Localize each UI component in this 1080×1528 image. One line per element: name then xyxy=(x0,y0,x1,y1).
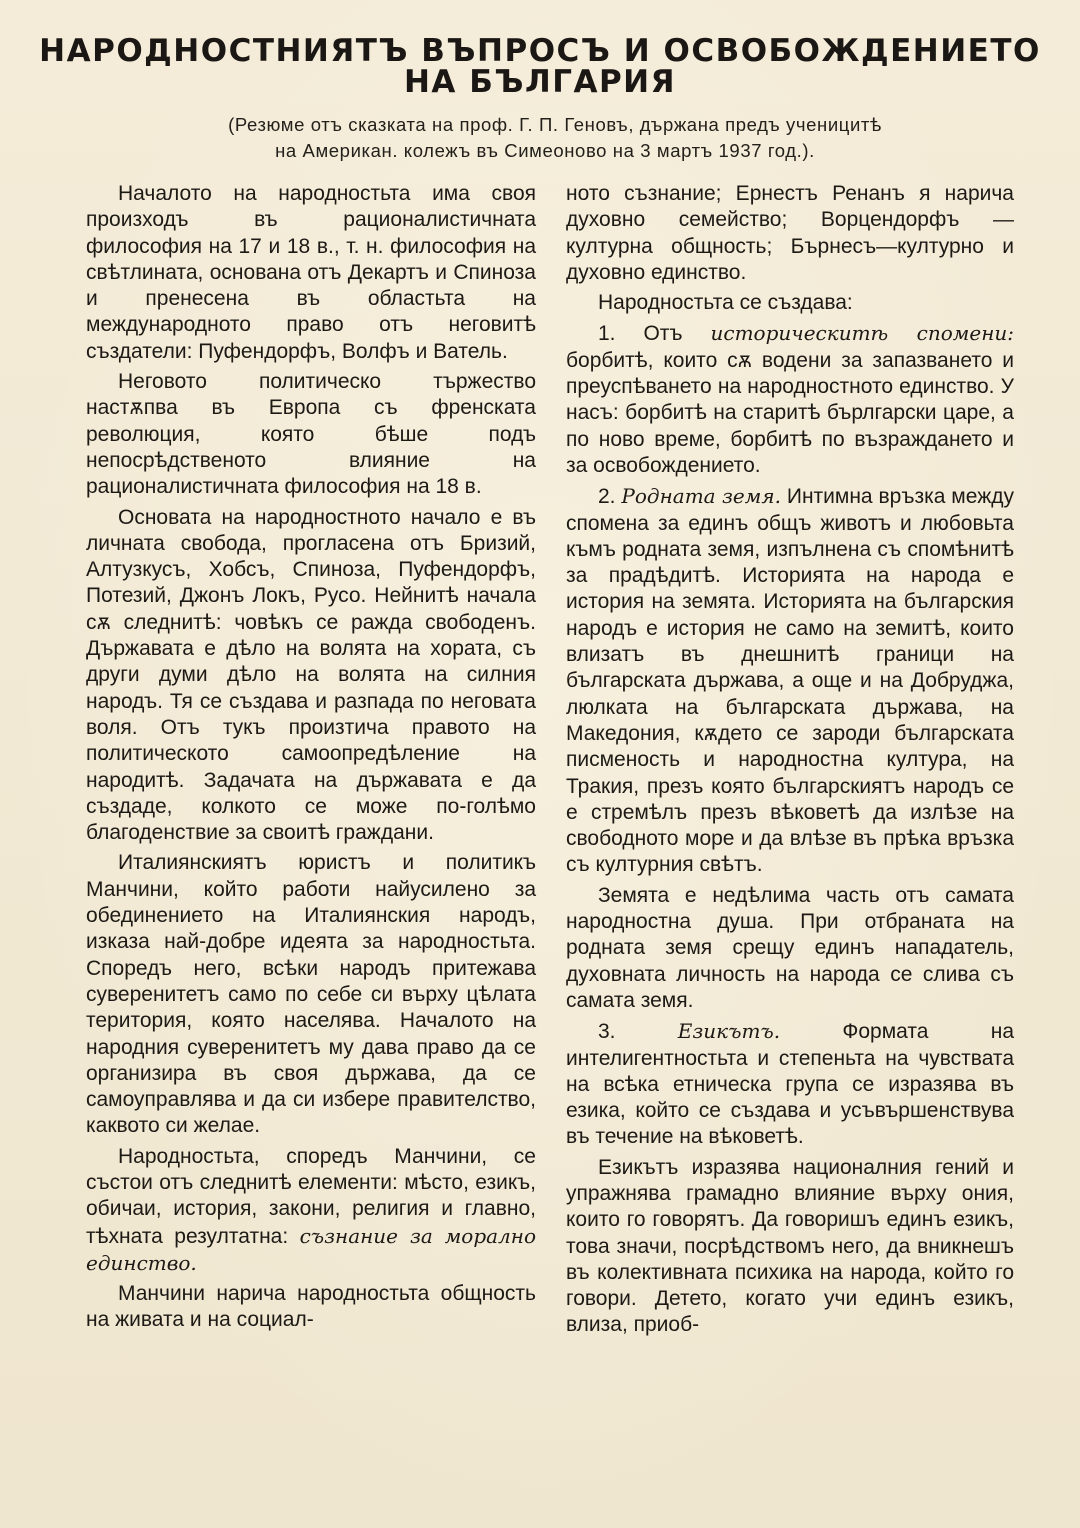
right-paragraph-3-emphasis: историческитѣ спомени: xyxy=(710,321,1014,346)
right-paragraph-2: Народностьта се създава: xyxy=(598,291,853,315)
right-paragraph-3-text: борбитѣ, които сѫ водени за запазването и преуспѣването на народностното единство. У насъ: борбитѣ на старитѣ бърлгарски царе, а по ново време, борбитѣ по възраждането и за освобождението. xyxy=(566,348,1014,477)
left-paragraph-5-emphasis: съзнание за морално единство. xyxy=(86,1223,536,1275)
right-paragraph-4-number: 2. xyxy=(598,485,616,509)
right-paragraph-3-number: 1. Отъ xyxy=(598,322,683,346)
left-column xyxy=(86,181,536,1334)
right-paragraph-7: Езикътъ изразява националния гений и упражнява грамадно влияние върху ония, които го говорятъ. Да говоришъ единъ езикъ, това значи, посрѣдствомъ него, да вникнешъ въ колективната психика на народа, който го говори. Детето, когато учи единъ езикъ, влиза, приоб- xyxy=(566,1155,1014,1337)
right-paragraph-1: ното съзнание; Ернестъ Ренанъ я нарича духовно семейство; Ворцендорфъ — културна общность; Бърнесъ—културно и духовно единство. xyxy=(566,182,1014,284)
right-paragraph-6-emphasis: Езикътъ. xyxy=(677,1019,781,1044)
right-paragraph-4 xyxy=(566,483,1014,878)
article-title-line-1: НАРОДНОСТНИЯТЪ ВЪПРОСЪ И ОСВОБОЖДЕНИЕТО xyxy=(39,33,1041,69)
left-paragraph-4: Италиянскиятъ юристъ и политикъ Манчини, който работи найусилено за обединението на Италиянския народъ, изказа най-добре идеята за народностьта. Споредъ него, всѣки народъ притежава суверенитетъ само по себе си върху цѣлата територия, която населява. Началото на народния суверенитетъ му дава право да се организира въ своя държава, да се самоуправлява и да си избере правителство, каквото си желае. xyxy=(86,851,536,1138)
left-paragraph-5-text: Народностьта, споредъ Манчини, се състои отъ следнитѣ елементи: мѣсто, езикъ, обичаи, история, закони, религия и главно, тѣхната резултатна: xyxy=(86,1144,536,1248)
left-paragraph-3: Основата на народностното начало е въ личната свобода, прогласена отъ Бризий, Алтузкусъ, Хобсъ, Спиноза, Пуфендорфъ, Потезий, Джонъ Локъ, Русо. Нейнитѣ начала сѫ следнитѣ: човѣкъ се ражда свободенъ. Държавата е дѣло на волята на хората, съ други думи дѣло на волята на силния народъ. Тя се създава и разпада по неговата воля. Отъ тукъ произтича правото на политическото самоопредѣление на народитѣ. Задачата на държавата е да създаде, колкото се може по-голѣмо благоденствие за своитѣ граждани. xyxy=(86,505,536,845)
right-paragraph-4-text: Интимна връзка между спомена за единъ общъ животъ и любовьта къмъ родната земя, изпълнена съ спомѣнитѣ за прадѣдитѣ. Историята на народа е история на земята. Историята на българския народъ е история не само на земитѣ, които влизатъ въ днешнитѣ граници на българската държава, а още и на Добруджа, люлката на българската държава, на Македония, кѫдето се зароди българската писменость и народностна култура, на Тракия, презъ която българскиятъ народъ се е стремѣлъ презъ вѣковетѣ да излѣзе на свободното море и да влѣзе въ прѣка връзка съ културния свѣтъ. xyxy=(566,485,1014,877)
left-paragraph-5 xyxy=(86,1144,536,1277)
article-title-line-2: НА БЪЛГАРИЯ xyxy=(403,64,676,100)
right-paragraph-5: Земята е недѣлима часть отъ самата народностна душа. При отбраната на родната земя срещу единъ нападатель, духовната личность на народа се слива съ самата земя. xyxy=(566,883,1014,1012)
left-paragraph-1: Началото на народностьта има своя произходъ въ рационалистичната философия на 17 и 18 в., т. н. философия на свѣтлината, основана отъ Декартъ и Спиноза и пренесена въ областьта на международното право отъ неговитѣ създатели: Пуфендорфъ, Волфъ и Ватель. xyxy=(86,182,536,363)
right-paragraph-6-number: 3. xyxy=(598,1020,616,1044)
right-column xyxy=(566,181,1014,1339)
article-subtitle-line-1: (Резюме отъ сказката на проф. Г. П. Геновъ, държана предъ ученицитѣ xyxy=(228,114,882,135)
right-paragraph-6 xyxy=(566,1018,1014,1150)
right-paragraph-6-text: Формата на интелигентностьта и степеньта на чувствата на всѣка етническа група се изразява въ езика, който се създава и усъвършенствува въ течение на вѣковетѣ. xyxy=(566,1020,1014,1149)
left-paragraph-6: Манчини нарича народностьта общность на живата и на социал- xyxy=(86,1282,536,1332)
left-paragraph-2: Неговото политическо тържество настѫпва въ Европа съ френската революция, която бѣше подъ непосрѣдственото влияние на рационалистичната философия на 18 в. xyxy=(86,370,536,499)
right-paragraph-3 xyxy=(566,320,1014,479)
right-paragraph-4-emphasis: Родната земя. xyxy=(621,484,781,509)
article-subtitle-line-2: на Американ. колежъ въ Симеоново на 3 мартъ 1937 год.). xyxy=(275,140,815,161)
